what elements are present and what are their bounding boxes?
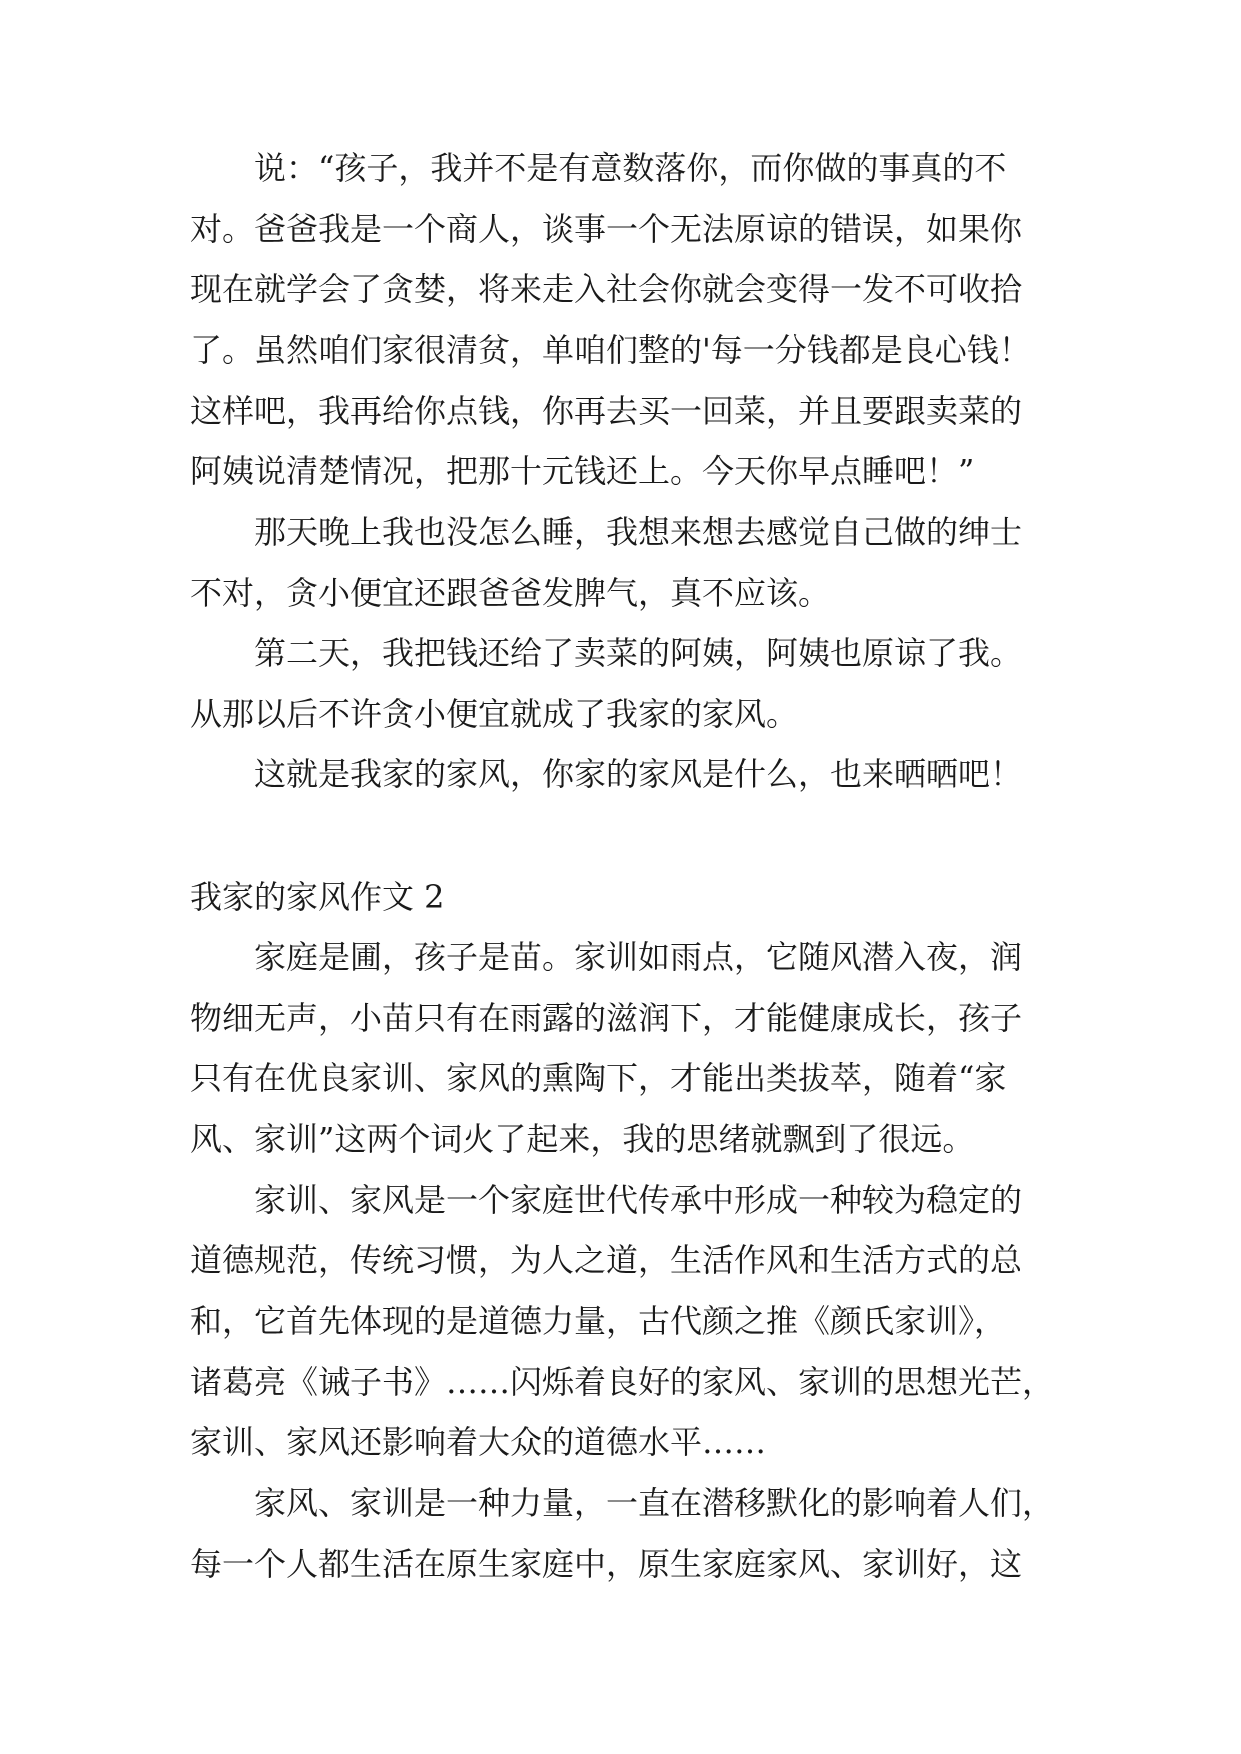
text-line: 只有在优良家训、家风的熏陶下，才能出类拔萃，随着“家 — [190, 1059, 1007, 1097]
text-line: 了。虽然咱们家很清贫，单咱们整的'每一分钱都是良心钱！ — [190, 331, 1031, 369]
text-line: 阿姨说清楚情况，把那十元钱还上。今天你早点睡吧！” — [190, 452, 975, 490]
text-line: 家风、家训是一种力量，一直在潜移默化的影响着人们， — [254, 1484, 1055, 1522]
text-line: 家训、家风还影响着大众的道德水平…… — [190, 1423, 767, 1461]
text-line: 这样吧，我再给你点钱，你再去买一回菜，并且要跟卖菜的 — [190, 392, 1023, 430]
text-line: 这就是我家的家风，你家的家风是什么，也来晒晒吧！ — [254, 755, 1023, 793]
text-line: 从那以后不许贪小便宜就成了我家的家风。 — [190, 695, 799, 733]
text-line: 家训、家风是一个家庭世代传承中形成一种较为稳定的 — [254, 1181, 1023, 1219]
text-line: 诸葛亮《诫子书》……闪烁着良好的家风、家训的思想光芒， — [190, 1363, 1055, 1401]
text-line: 现在就学会了贪婪，将来走入社会你就会变得一发不可收拾 — [190, 270, 1023, 308]
text-line: 物细无声，小苗只有在雨露的滋润下，才能健康成长，孩子 — [190, 999, 1023, 1037]
text-line: 道德规范，传统习惯，为人之道，生活作风和生活方式的总 — [190, 1241, 1023, 1279]
text-line: 风、家训”这两个词火了起来，我的思绪就飘到了很远。 — [190, 1120, 975, 1158]
text-line: 说：“孩子，我并不是有意数落你，而你做的事真的不 — [254, 149, 1007, 187]
text-line: 不对，贪小便宜还跟爸爸发脾气，真不应该。 — [190, 574, 831, 612]
text-line: 和，它首先体现的是道德力量，古代颜之推《颜氏家训》， — [190, 1302, 1007, 1340]
text-line: 那天晚上我也没怎么睡，我想来想去感觉自己做的绅士 — [254, 513, 1023, 551]
section-heading: 我家的家风作文 2 — [190, 878, 445, 916]
text-line: 每一个人都生活在原生家庭中，原生家庭家风、家训好，这 — [190, 1545, 1023, 1583]
text-line: 家庭是圃，孩子是苗。家训如雨点，它随风潜入夜，润 — [254, 938, 1023, 976]
text-line: 对。爸爸我是一个商人，谈事一个无法原谅的错误，如果你 — [190, 210, 1023, 248]
text-line: 第二天，我把钱还给了卖菜的阿姨，阿姨也原谅了我。 — [254, 634, 1023, 672]
